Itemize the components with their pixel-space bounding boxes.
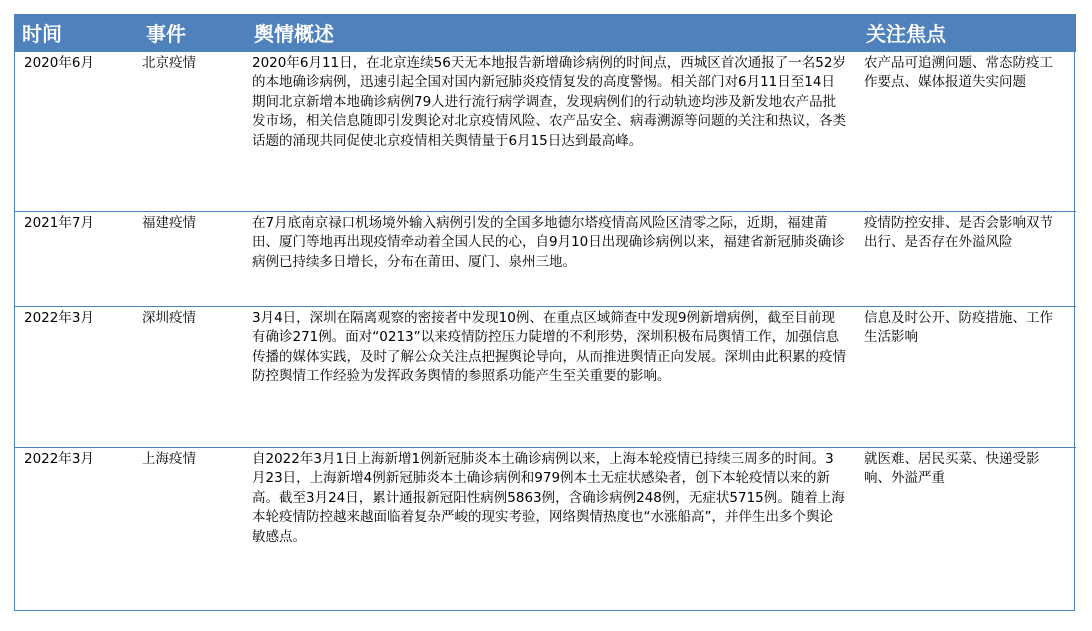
table-row — [14, 306, 1076, 447]
cell-summary: 3月4日，深圳在隔离观察的密接者中发现10例、在重点区域筛查中发现9例新增病例，截至目前现有确诊271例。面对“0213”以来疫情防控压力陡增的不利形势，深圳积极布局舆情工作，加强信息传播的媒体实践，及时了解公众关注点把握舆论导向，从而推进舆情正向发展。深圳由此积累的疫情防控舆情工作经验为发挥政务舆情的参照系功能产生至关重要的影响。 — [246, 306, 858, 447]
header-summary: 舆情概述 — [246, 14, 858, 51]
cell-summary: 在7月底南京禄口机场境外输入病例引发的全国多地德尔塔疫情高风险区清零之际，近期，福建莆田、厦门等地再出现疫情牵动着全国人民的心，自9月10日出现确诊病例以来，福建省新冠肺炎确诊病例已持续多日增长，分布在莆田、厦门、泉州三地。 — [246, 211, 858, 306]
cell-summary: 2020年6月11日，在北京连续56天无本地报告新增确诊病例的时间点，西城区首次通报了一名52岁的本地确诊病例，迅速引起全国对国内新冠肺炎疫情复发的高度警惕。相关部门对6月11日至14日期间北京新增本地确诊病例79人进行流行病学调查，发现病例们的行动轨迹均涉及新发地农产品批发市场，相关信息随即引发舆论对北京疫情风险、农产品安全、病毒溯源等问题的关注和热议，各类话题的涌现共同促使北京疫情相关舆情量于6月15日达到最高峰。 — [246, 51, 858, 211]
header-event: 事件 — [138, 14, 246, 51]
cell-time: 2021年7月 — [14, 211, 138, 306]
table-row — [14, 51, 1076, 211]
cell-event: 北京疫情 — [138, 51, 246, 211]
cell-time: 2022年3月 — [14, 447, 138, 611]
table-body — [14, 51, 1076, 611]
cell-focus: 疫情防控安排、是否会影响双节出行、是否存在外溢风险 — [858, 211, 1076, 306]
sentiment-table — [14, 14, 1076, 611]
cell-event: 上海疫情 — [138, 447, 246, 611]
cell-event: 深圳疫情 — [138, 306, 246, 447]
cell-focus: 信息及时公开、防疫措施、工作生活影响 — [858, 306, 1076, 447]
cell-time: 2020年6月 — [14, 51, 138, 211]
header-focus: 关注焦点 — [858, 14, 1076, 51]
cell-event: 福建疫情 — [138, 211, 246, 306]
table-header — [14, 14, 1076, 51]
header-time: 时间 — [14, 14, 138, 51]
cell-focus: 农产品可追溯问题、常态防疫工作要点、媒体报道失实问题 — [858, 51, 1076, 211]
header-row — [14, 14, 1076, 51]
table-row — [14, 211, 1076, 306]
cell-summary: 自2022年3月1日上海新增1例新冠肺炎本土确诊病例以来，上海本轮疫情已持续三周多的时间。3月23日，上海新增4例新冠肺炎本土确诊病例和979例本土无症状感染者，创下本轮疫情以来的新高。截至3月24日，累计通报新冠阳性病例5863例，含确诊病例248例，无症状5715例。随着上海本轮疫情防控越来越面临着复杂严峻的现实考验，网络舆情热度也“水涨船高”，并伴生出多个舆论敏感点。 — [246, 447, 858, 611]
sentiment-table-container — [14, 14, 1076, 612]
cell-time: 2022年3月 — [14, 306, 138, 447]
table-row — [14, 447, 1076, 611]
cell-focus: 就医难、居民买菜、快递受影响、外溢严重 — [858, 447, 1076, 611]
